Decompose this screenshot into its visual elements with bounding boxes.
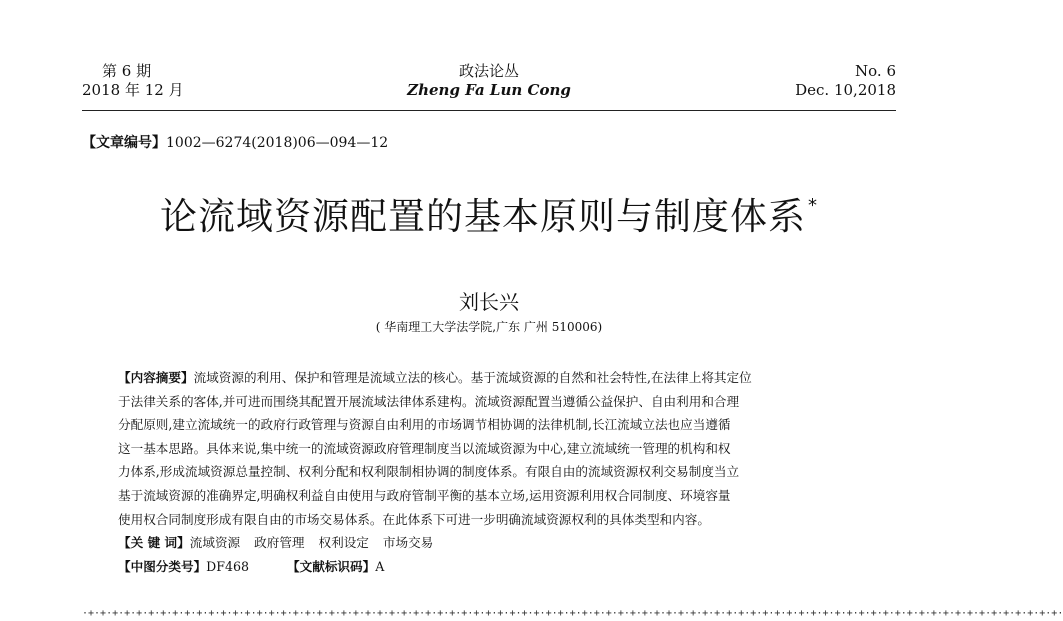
- title-footnote-mark: *: [808, 195, 818, 216]
- section-divider: ·+·+·+·+·+·+·+·+·+·+·+·+·+·+·+·+·+·+·+·+·+·+·+·+·+·+·+·+·+·+·+·+·+·+·+·+·+·+·+·+·+·+·+·+·+·+·+·+·+·+·+·+·+·+·+·+·+·+·+·+·+·+·+·+·+·+·+·+·+·+·+·+·+·+·+·+·+·+·+·+·+·: [82, 608, 1063, 619]
- abstract-line: 基于流域资源的准确界定,明确权利益自由使用与政府管制平衡的基本立场,运用资源利用权合同制度、环境容量: [118, 487, 731, 503]
- running-header: [82, 62, 896, 108]
- abstract-line: 【内容摘要】流域资源的利用、保护和管理是流域立法的核心。基于流域资源的自然和社会特性,在法律上将其定位: [118, 370, 752, 385]
- header-date-cn: 2018 年 12 月: [82, 81, 184, 99]
- article-number-label: 【文章编号】: [82, 135, 166, 151]
- keyword: 流域资源: [189, 535, 241, 550]
- author-name: 刘长兴: [459, 290, 519, 314]
- article-title-text: 论流域资源配置的基本原则与制度体系: [160, 195, 806, 238]
- document-code-value: A: [375, 559, 385, 574]
- header-issue-en: No. 6: [855, 62, 896, 80]
- header-journal-cn: 政法论丛: [458, 62, 519, 80]
- header-journal-en: Zheng Fa Lun Cong: [407, 81, 571, 99]
- header-issue-en-block: [795, 62, 896, 100]
- classification-label: 【中图分类号】: [118, 559, 207, 574]
- keywords: [118, 532, 433, 551]
- author-affiliation: ( 华南理工大学法学院,广东 广州 510006): [375, 320, 603, 334]
- header-date-en: Dec. 10,2018: [795, 81, 896, 99]
- document-code-label: 【文献标识码】: [287, 559, 376, 574]
- header-journal-block: [82, 62, 896, 100]
- header-issue: 第 6 期: [102, 62, 152, 80]
- abstract-line: 力体系,形成流域资源总量控制、权利分配和权利限制相协调的制度体系。有限自由的流域资源权利交易制度当立: [118, 464, 740, 480]
- abstract-label: 【内容摘要】: [118, 370, 194, 385]
- abstract-line: 于法律关系的客体,并可进而围绕其配置开展流域法律体系建构。流域资源配置当遵循公益保护、自由利用和合理: [118, 393, 740, 409]
- abstract-line: 分配原则,建立流域统一的政府行政管理与资源自由利用的市场调节相协调的法律机制,长江流域立法也应当遵循: [118, 417, 731, 433]
- abstract-line: 使用权合同制度形成有限自由的市场交易体系。在此体系下可进一步明确流域资源权利的具体类型和内容。: [118, 511, 710, 527]
- keyword: 市场交易: [382, 535, 434, 550]
- classification: [118, 556, 384, 575]
- classification-value: DF468: [206, 559, 250, 574]
- keyword: 权利设定: [318, 535, 369, 550]
- article-number-value: 1002—6274(2018)06—094—12: [166, 135, 389, 151]
- keywords-label: 【关 键 词】: [118, 535, 190, 550]
- article-number: [82, 132, 388, 152]
- abstract: [118, 366, 865, 531]
- keyword: 政府管理: [254, 535, 305, 550]
- abstract-line: 这一基本思路。具体来说,集中统一的流域资源政府管理制度当以流域资源为中心,建立流域统一管理的机构和权: [118, 440, 731, 456]
- header-rule: [82, 110, 896, 111]
- article-title: [0, 186, 978, 240]
